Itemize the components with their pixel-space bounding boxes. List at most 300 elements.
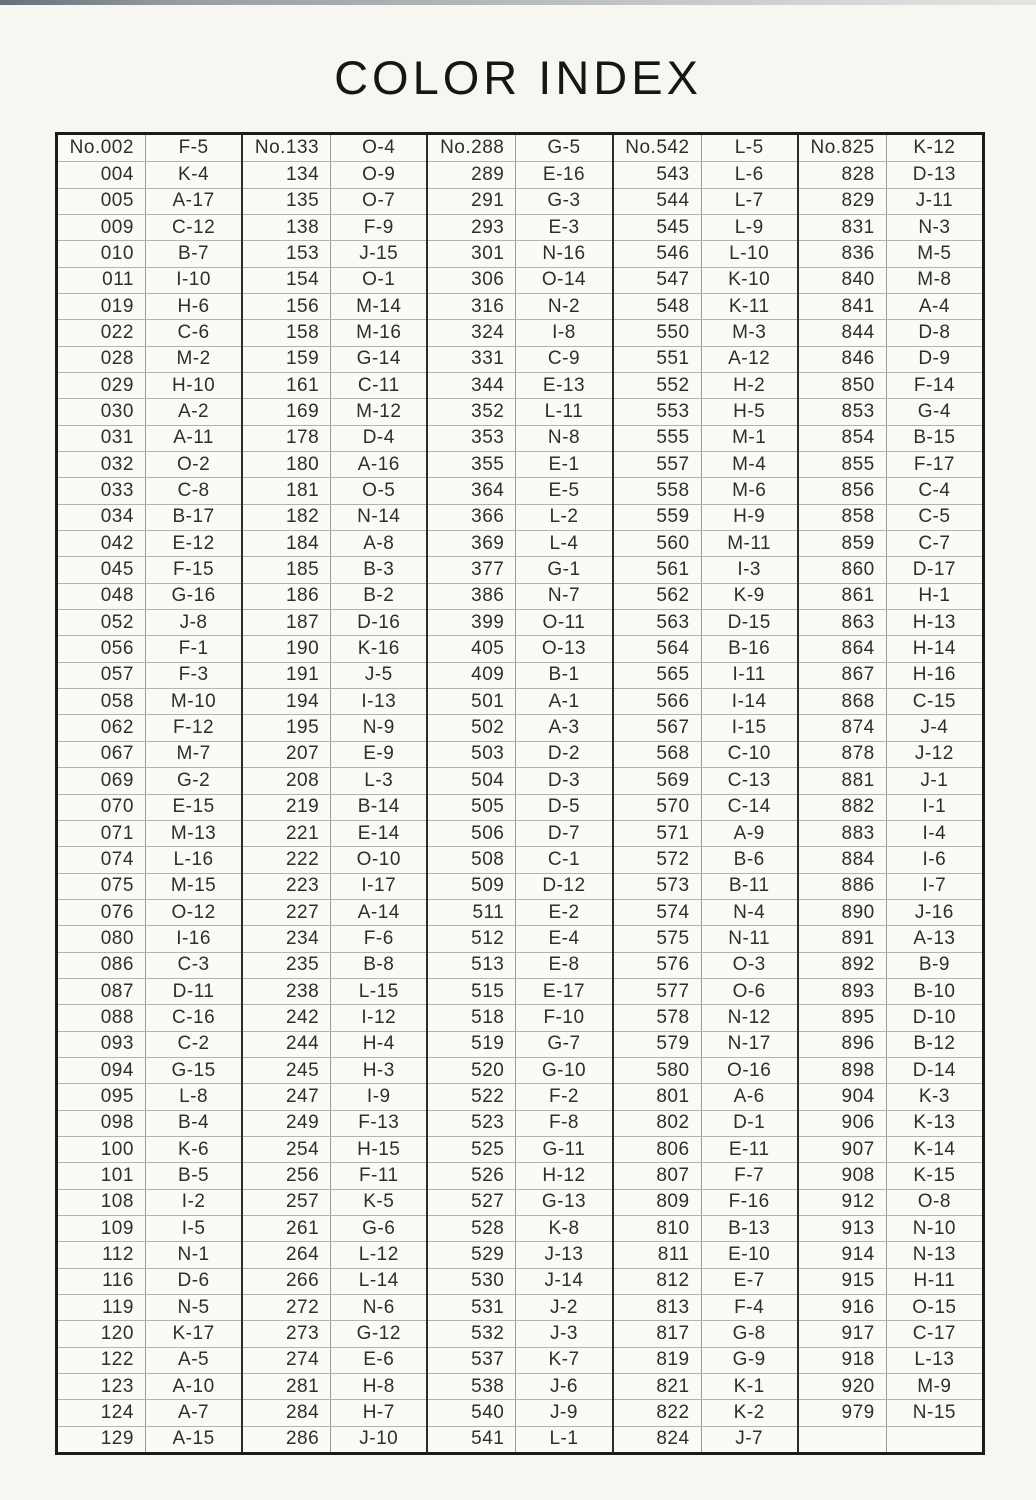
- color-code-cell: M-1: [732, 427, 767, 449]
- color-code-cell: D-9: [918, 348, 951, 370]
- color-no-cell: 284: [243, 1400, 331, 1425]
- color-no-cell: 555: [614, 426, 702, 451]
- color-code-cell: C-8: [177, 480, 210, 502]
- color-no-cell: 256: [243, 1163, 331, 1188]
- color-code-cell: F-5: [178, 137, 209, 159]
- color-code-cell: L-4: [549, 532, 579, 554]
- color-code-cell: G-5: [547, 137, 581, 159]
- color-no-cell: 254: [243, 1137, 331, 1162]
- color-no-cell: 087: [58, 979, 146, 1004]
- color-code-cell: N-4: [733, 901, 766, 923]
- color-code-cell: K-1: [733, 1375, 765, 1397]
- color-no-cell: 819: [614, 1348, 702, 1373]
- color-no-cell: 094: [58, 1058, 146, 1083]
- color-no-cell: 306: [428, 268, 516, 293]
- color-no-cell: 352: [428, 399, 516, 424]
- color-code-cell: F-7: [734, 1164, 765, 1186]
- color-code-cell: J-1: [920, 769, 949, 791]
- table-row: [614, 925, 797, 951]
- table-row: [243, 899, 426, 925]
- color-code-cell: F-6: [363, 927, 394, 949]
- color-code-cell: C-10: [727, 743, 771, 765]
- color-code-cell: H-8: [362, 1375, 395, 1397]
- table-row: [799, 398, 982, 424]
- color-no-cell: 100: [58, 1137, 146, 1162]
- table-row: [799, 451, 982, 477]
- color-code-cell: H-11: [913, 1270, 956, 1292]
- color-code-cell: J-7: [735, 1428, 764, 1450]
- color-code-cell: N-10: [912, 1217, 956, 1239]
- color-no-cell: 506: [428, 821, 516, 846]
- table-row: [58, 1162, 241, 1188]
- table-row: [58, 1294, 241, 1320]
- color-code-cell: D-14: [912, 1059, 956, 1081]
- color-no-cell: 272: [243, 1295, 331, 1320]
- table-row: [799, 1215, 982, 1241]
- color-no-cell: 573: [614, 874, 702, 899]
- color-code-cell: F-9: [363, 216, 394, 238]
- color-code-cell: E-16: [542, 164, 586, 185]
- table-row: [799, 1189, 982, 1215]
- color-no-cell: 546: [614, 241, 702, 266]
- table-row: [799, 978, 982, 1004]
- table-row: [428, 346, 611, 372]
- color-no-cell: 112: [58, 1242, 146, 1267]
- color-code-cell: G-4: [917, 401, 951, 423]
- color-code-cell: C-15: [912, 690, 956, 712]
- color-code-cell: E-3: [548, 216, 580, 238]
- color-code-cell: D-12: [542, 875, 586, 897]
- color-code-cell: O-8: [917, 1191, 951, 1213]
- table-row: [243, 925, 426, 951]
- color-no-cell: 538: [428, 1374, 516, 1399]
- color-no-cell: 074: [58, 847, 146, 872]
- color-no-cell: 011: [58, 268, 146, 293]
- table-row: [58, 609, 241, 635]
- table-row: [614, 451, 797, 477]
- color-code-cell: O-7: [362, 190, 396, 212]
- color-code-cell: N-9: [362, 717, 395, 739]
- table-row: [614, 662, 797, 688]
- color-no-cell: 523: [428, 1111, 516, 1136]
- table-row: [243, 372, 426, 398]
- color-code-cell: E-6: [363, 1349, 395, 1371]
- table-column-group: [241, 135, 426, 1452]
- table-row: [614, 1057, 797, 1083]
- color-code-cell: N-11: [728, 927, 771, 949]
- table-row: [614, 1268, 797, 1294]
- color-code-cell: M-2: [176, 348, 211, 370]
- color-code-cell: N-1: [177, 1243, 210, 1265]
- color-no-cell: 502: [428, 715, 516, 740]
- color-no-cell: 543: [614, 162, 702, 187]
- color-no-cell: 156: [243, 294, 331, 319]
- table-row: [428, 504, 611, 530]
- color-code-cell: J-10: [359, 1428, 399, 1450]
- table-row: [799, 135, 982, 161]
- table-row: [243, 1294, 426, 1320]
- color-no-cell: 531: [428, 1295, 516, 1320]
- color-no-cell: 264: [243, 1242, 331, 1267]
- color-code-cell: [887, 1427, 982, 1452]
- table-row: [58, 925, 241, 951]
- color-code-cell: F-13: [358, 1112, 400, 1134]
- table-row: [799, 188, 982, 214]
- color-code-cell: D-11: [172, 980, 215, 1002]
- color-code-cell: J-8: [179, 611, 208, 633]
- color-no-cell: 560: [614, 531, 702, 556]
- color-code-cell: E-5: [548, 480, 580, 502]
- table-row: [799, 1057, 982, 1083]
- color-no-cell: 124: [58, 1400, 146, 1425]
- color-code-cell: I-12: [361, 1006, 397, 1028]
- color-code-cell: I-5: [181, 1217, 206, 1239]
- color-no-cell: 266: [243, 1269, 331, 1294]
- color-code-cell: K-7: [548, 1349, 580, 1371]
- color-no-cell: 520: [428, 1058, 516, 1083]
- color-no-cell: 577: [614, 979, 702, 1004]
- color-no-cell: 515: [428, 979, 516, 1004]
- table-row: [58, 319, 241, 345]
- color-code-cell: J-12: [914, 743, 954, 765]
- table-row: [243, 714, 426, 740]
- color-no-cell: 293: [428, 215, 516, 240]
- color-no-cell: 579: [614, 1032, 702, 1057]
- color-code-cell: D-4: [362, 427, 395, 449]
- color-no-cell: 159: [243, 347, 331, 372]
- color-code-cell: D-2: [547, 743, 581, 765]
- table-row: [58, 978, 241, 1004]
- color-no-cell: 576: [614, 953, 702, 978]
- color-code-cell: F-12: [173, 717, 215, 739]
- color-code-cell: D-17: [912, 559, 956, 581]
- color-no-cell: 088: [58, 1005, 146, 1030]
- color-no-cell: 547: [614, 268, 702, 293]
- color-no-cell: 920: [799, 1374, 887, 1399]
- color-no-cell: 247: [243, 1084, 331, 1109]
- color-code-cell: F-17: [913, 453, 955, 475]
- color-code-cell: M-10: [170, 690, 217, 712]
- table-row: [799, 1110, 982, 1136]
- table-row: [428, 662, 611, 688]
- table-row: [428, 1215, 611, 1241]
- table-row: [243, 135, 426, 161]
- color-no-cell: 409: [428, 663, 516, 688]
- table-row: [428, 135, 611, 161]
- color-code-cell: B-14: [357, 796, 400, 818]
- color-no-cell: 101: [58, 1163, 146, 1188]
- color-no-cell: 821: [614, 1374, 702, 1399]
- color-code-cell: N-2: [547, 295, 581, 317]
- color-no-cell: 093: [58, 1032, 146, 1057]
- table-row: [799, 583, 982, 609]
- table-row: [58, 1268, 241, 1294]
- color-code-cell: B-1: [548, 664, 580, 686]
- table-row: [58, 504, 241, 530]
- table-row: [428, 1083, 611, 1109]
- color-code-cell: I-8: [552, 322, 576, 344]
- color-code-cell: B-8: [363, 954, 395, 976]
- color-no-cell: No.825: [799, 135, 887, 161]
- table-row: [58, 425, 241, 451]
- table-row: [243, 1057, 426, 1083]
- color-code-cell: A-17: [172, 190, 215, 212]
- color-code-cell: C-11: [357, 374, 400, 396]
- color-no-cell: 056: [58, 636, 146, 661]
- color-no-cell: 138: [243, 215, 331, 240]
- color-code-cell: L-10: [729, 243, 770, 265]
- table-row: [58, 1215, 241, 1241]
- color-code-cell: M-7: [176, 743, 211, 765]
- table-row: [428, 583, 611, 609]
- table-row: [243, 556, 426, 582]
- color-no-cell: 917: [799, 1321, 887, 1346]
- color-no-cell: 550: [614, 320, 702, 345]
- color-no-cell: 169: [243, 399, 331, 424]
- color-code-cell: F-4: [734, 1296, 765, 1318]
- table-row: [58, 820, 241, 846]
- color-no-cell: 108: [58, 1190, 146, 1215]
- color-code-cell: E-7: [733, 1270, 765, 1292]
- color-no-cell: 030: [58, 399, 146, 424]
- table-row: [614, 1347, 797, 1373]
- table-row: [799, 794, 982, 820]
- table-row: [799, 846, 982, 872]
- color-code-cell: I-13: [361, 690, 397, 712]
- table-row: [243, 1347, 426, 1373]
- color-code-cell: J-3: [550, 1322, 578, 1344]
- table-row: [799, 267, 982, 293]
- table-row: [428, 451, 611, 477]
- color-no-cell: No.002: [58, 135, 146, 161]
- table-row: [243, 1189, 426, 1215]
- color-no-cell: 235: [243, 953, 331, 978]
- color-code-cell: D-16: [357, 611, 401, 633]
- color-no-cell: 829: [799, 189, 887, 214]
- table-row: [614, 1399, 797, 1425]
- color-no-cell: 526: [428, 1163, 516, 1188]
- color-no-cell: 386: [428, 584, 516, 609]
- table-row: [614, 398, 797, 424]
- color-code-cell: B-16: [728, 638, 771, 660]
- color-no-cell: 559: [614, 505, 702, 530]
- color-no-cell: 344: [428, 373, 516, 398]
- color-code-cell: A-6: [733, 1085, 765, 1107]
- color-code-cell: A-9: [733, 822, 765, 844]
- table-row: [614, 741, 797, 767]
- color-no-cell: 882: [799, 795, 887, 820]
- table-row: [58, 556, 241, 582]
- table-row: [614, 714, 797, 740]
- color-no-cell: 178: [243, 426, 331, 451]
- table-row: [58, 451, 241, 477]
- color-no-cell: 840: [799, 268, 887, 293]
- color-no-cell: 861: [799, 584, 887, 609]
- color-no-cell: 221: [243, 821, 331, 846]
- color-no-cell: 551: [614, 347, 702, 372]
- color-code-cell: J-2: [550, 1296, 578, 1318]
- table-row: [799, 1268, 982, 1294]
- color-no-cell: 528: [428, 1216, 516, 1241]
- color-no-cell: 841: [799, 294, 887, 319]
- color-code-cell: L-1: [549, 1428, 579, 1450]
- color-code-cell: E-8: [548, 954, 580, 976]
- color-code-cell: M-12: [356, 401, 402, 423]
- color-code-cell: F-11: [358, 1164, 399, 1186]
- color-no-cell: 513: [428, 953, 516, 978]
- color-code-cell: A-13: [913, 927, 956, 949]
- color-code-cell: F-1: [178, 638, 209, 660]
- table-row: [428, 1189, 611, 1215]
- color-code-cell: A-2: [178, 401, 210, 423]
- color-code-cell: E-15: [172, 796, 215, 818]
- color-code-cell: H-7: [362, 1401, 395, 1423]
- color-code-cell: L-15: [358, 980, 399, 1002]
- color-code-cell: H-6: [177, 295, 210, 317]
- color-no-cell: 836: [799, 241, 887, 266]
- color-code-cell: E-9: [363, 743, 395, 765]
- color-code-cell: I-14: [731, 690, 767, 712]
- color-no-cell: 565: [614, 663, 702, 688]
- color-code-cell: H-13: [912, 611, 956, 633]
- color-code-cell: J-11: [915, 190, 954, 212]
- color-no-cell: 812: [614, 1269, 702, 1294]
- table-row: [799, 1241, 982, 1267]
- table-row: [58, 688, 241, 714]
- color-code-cell: O-1: [362, 269, 396, 291]
- color-code-cell: J-5: [364, 664, 393, 686]
- color-code-cell: C-17: [912, 1322, 956, 1344]
- color-code-cell: N-6: [362, 1296, 395, 1318]
- color-no-cell: 184: [243, 531, 331, 556]
- color-no-cell: 904: [799, 1084, 887, 1109]
- color-code-cell: M-5: [917, 243, 952, 265]
- color-no-cell: 813: [614, 1295, 702, 1320]
- color-no-cell: 566: [614, 689, 702, 714]
- color-no-cell: 883: [799, 821, 887, 846]
- color-no-cell: 580: [614, 1058, 702, 1083]
- color-no-cell: 859: [799, 531, 887, 556]
- table-row: [614, 293, 797, 319]
- table-row: [428, 609, 611, 635]
- color-code-cell: N-14: [357, 506, 401, 528]
- table-row: [428, 1320, 611, 1346]
- color-no-cell: 364: [428, 478, 516, 503]
- table-row: [614, 1136, 797, 1162]
- color-code-cell: B-13: [728, 1217, 771, 1239]
- color-no-cell: 578: [614, 1005, 702, 1030]
- color-no-cell: 366: [428, 505, 516, 530]
- color-code-cell: G-3: [547, 190, 581, 212]
- color-code-cell: B-6: [733, 848, 765, 870]
- color-code-cell: K-15: [913, 1164, 956, 1186]
- color-code-cell: I-6: [922, 848, 947, 870]
- table-row: [243, 161, 426, 187]
- color-code-cell: O-9: [362, 164, 396, 185]
- color-code-cell: J-15: [359, 243, 399, 265]
- color-no-cell: 844: [799, 320, 887, 345]
- table-row: [614, 135, 797, 161]
- color-code-cell: K-11: [728, 295, 770, 317]
- color-no-cell: 123: [58, 1374, 146, 1399]
- table-row: [799, 1083, 982, 1109]
- color-no-cell: 908: [799, 1163, 887, 1188]
- table-row: [243, 1268, 426, 1294]
- color-code-cell: K-3: [918, 1085, 950, 1107]
- color-no-cell: 895: [799, 1005, 887, 1030]
- color-code-cell: A-8: [363, 532, 395, 554]
- color-code-cell: L-14: [358, 1270, 399, 1292]
- color-code-cell: I-2: [181, 1191, 206, 1213]
- color-code-cell: O-5: [362, 480, 396, 502]
- color-code-cell: K-5: [363, 1191, 395, 1213]
- color-code-cell: G-13: [541, 1191, 587, 1213]
- table-row: [799, 214, 982, 240]
- table-row: [428, 477, 611, 503]
- color-code-cell: C-9: [547, 348, 581, 370]
- table-row: [243, 319, 426, 345]
- color-no-cell: 568: [614, 742, 702, 767]
- table-row: [799, 925, 982, 951]
- color-code-cell: H-14: [912, 638, 956, 660]
- color-no-cell: 564: [614, 636, 702, 661]
- color-code-cell: C-6: [177, 322, 210, 344]
- color-code-cell: C-14: [727, 796, 771, 818]
- table-row: [614, 477, 797, 503]
- color-no-cell: 878: [799, 742, 887, 767]
- color-code-cell: E-14: [357, 822, 400, 844]
- table-row: [799, 477, 982, 503]
- table-row: [614, 214, 797, 240]
- color-code-cell: L-9: [734, 216, 764, 238]
- table-row: [799, 346, 982, 372]
- table-row: [428, 267, 611, 293]
- color-code-cell: F-16: [728, 1191, 770, 1213]
- table-row: [243, 425, 426, 451]
- color-code-cell: I-16: [176, 927, 211, 949]
- color-no-cell: 890: [799, 900, 887, 925]
- table-row: [799, 820, 982, 846]
- color-code-cell: O-10: [356, 848, 401, 870]
- color-no-cell: 045: [58, 557, 146, 582]
- color-code-cell: H-4: [362, 1033, 395, 1055]
- color-no-cell: 522: [428, 1084, 516, 1109]
- color-code-cell: M-4: [732, 453, 767, 475]
- color-code-cell: B-10: [913, 980, 956, 1002]
- color-no-cell: 915: [799, 1269, 887, 1294]
- table-row: [614, 952, 797, 978]
- color-no-cell: 080: [58, 926, 146, 951]
- table-row: [799, 293, 982, 319]
- table-row: [428, 1004, 611, 1030]
- color-no-cell: 881: [799, 768, 887, 793]
- color-no-cell: 802: [614, 1111, 702, 1136]
- color-no-cell: 207: [243, 742, 331, 767]
- table-row: [58, 767, 241, 793]
- table-row: [799, 425, 982, 451]
- color-code-cell: C-7: [918, 532, 951, 554]
- table-row: [58, 952, 241, 978]
- table-row: [614, 556, 797, 582]
- color-no-cell: 817: [614, 1321, 702, 1346]
- color-no-cell: 186: [243, 584, 331, 609]
- color-no-cell: 289: [428, 162, 516, 187]
- color-code-cell: B-2: [363, 585, 395, 607]
- color-no-cell: 004: [58, 162, 146, 187]
- color-code-cell: G-10: [541, 1059, 587, 1081]
- color-code-cell: M-16: [356, 322, 402, 344]
- table-row: [614, 372, 797, 398]
